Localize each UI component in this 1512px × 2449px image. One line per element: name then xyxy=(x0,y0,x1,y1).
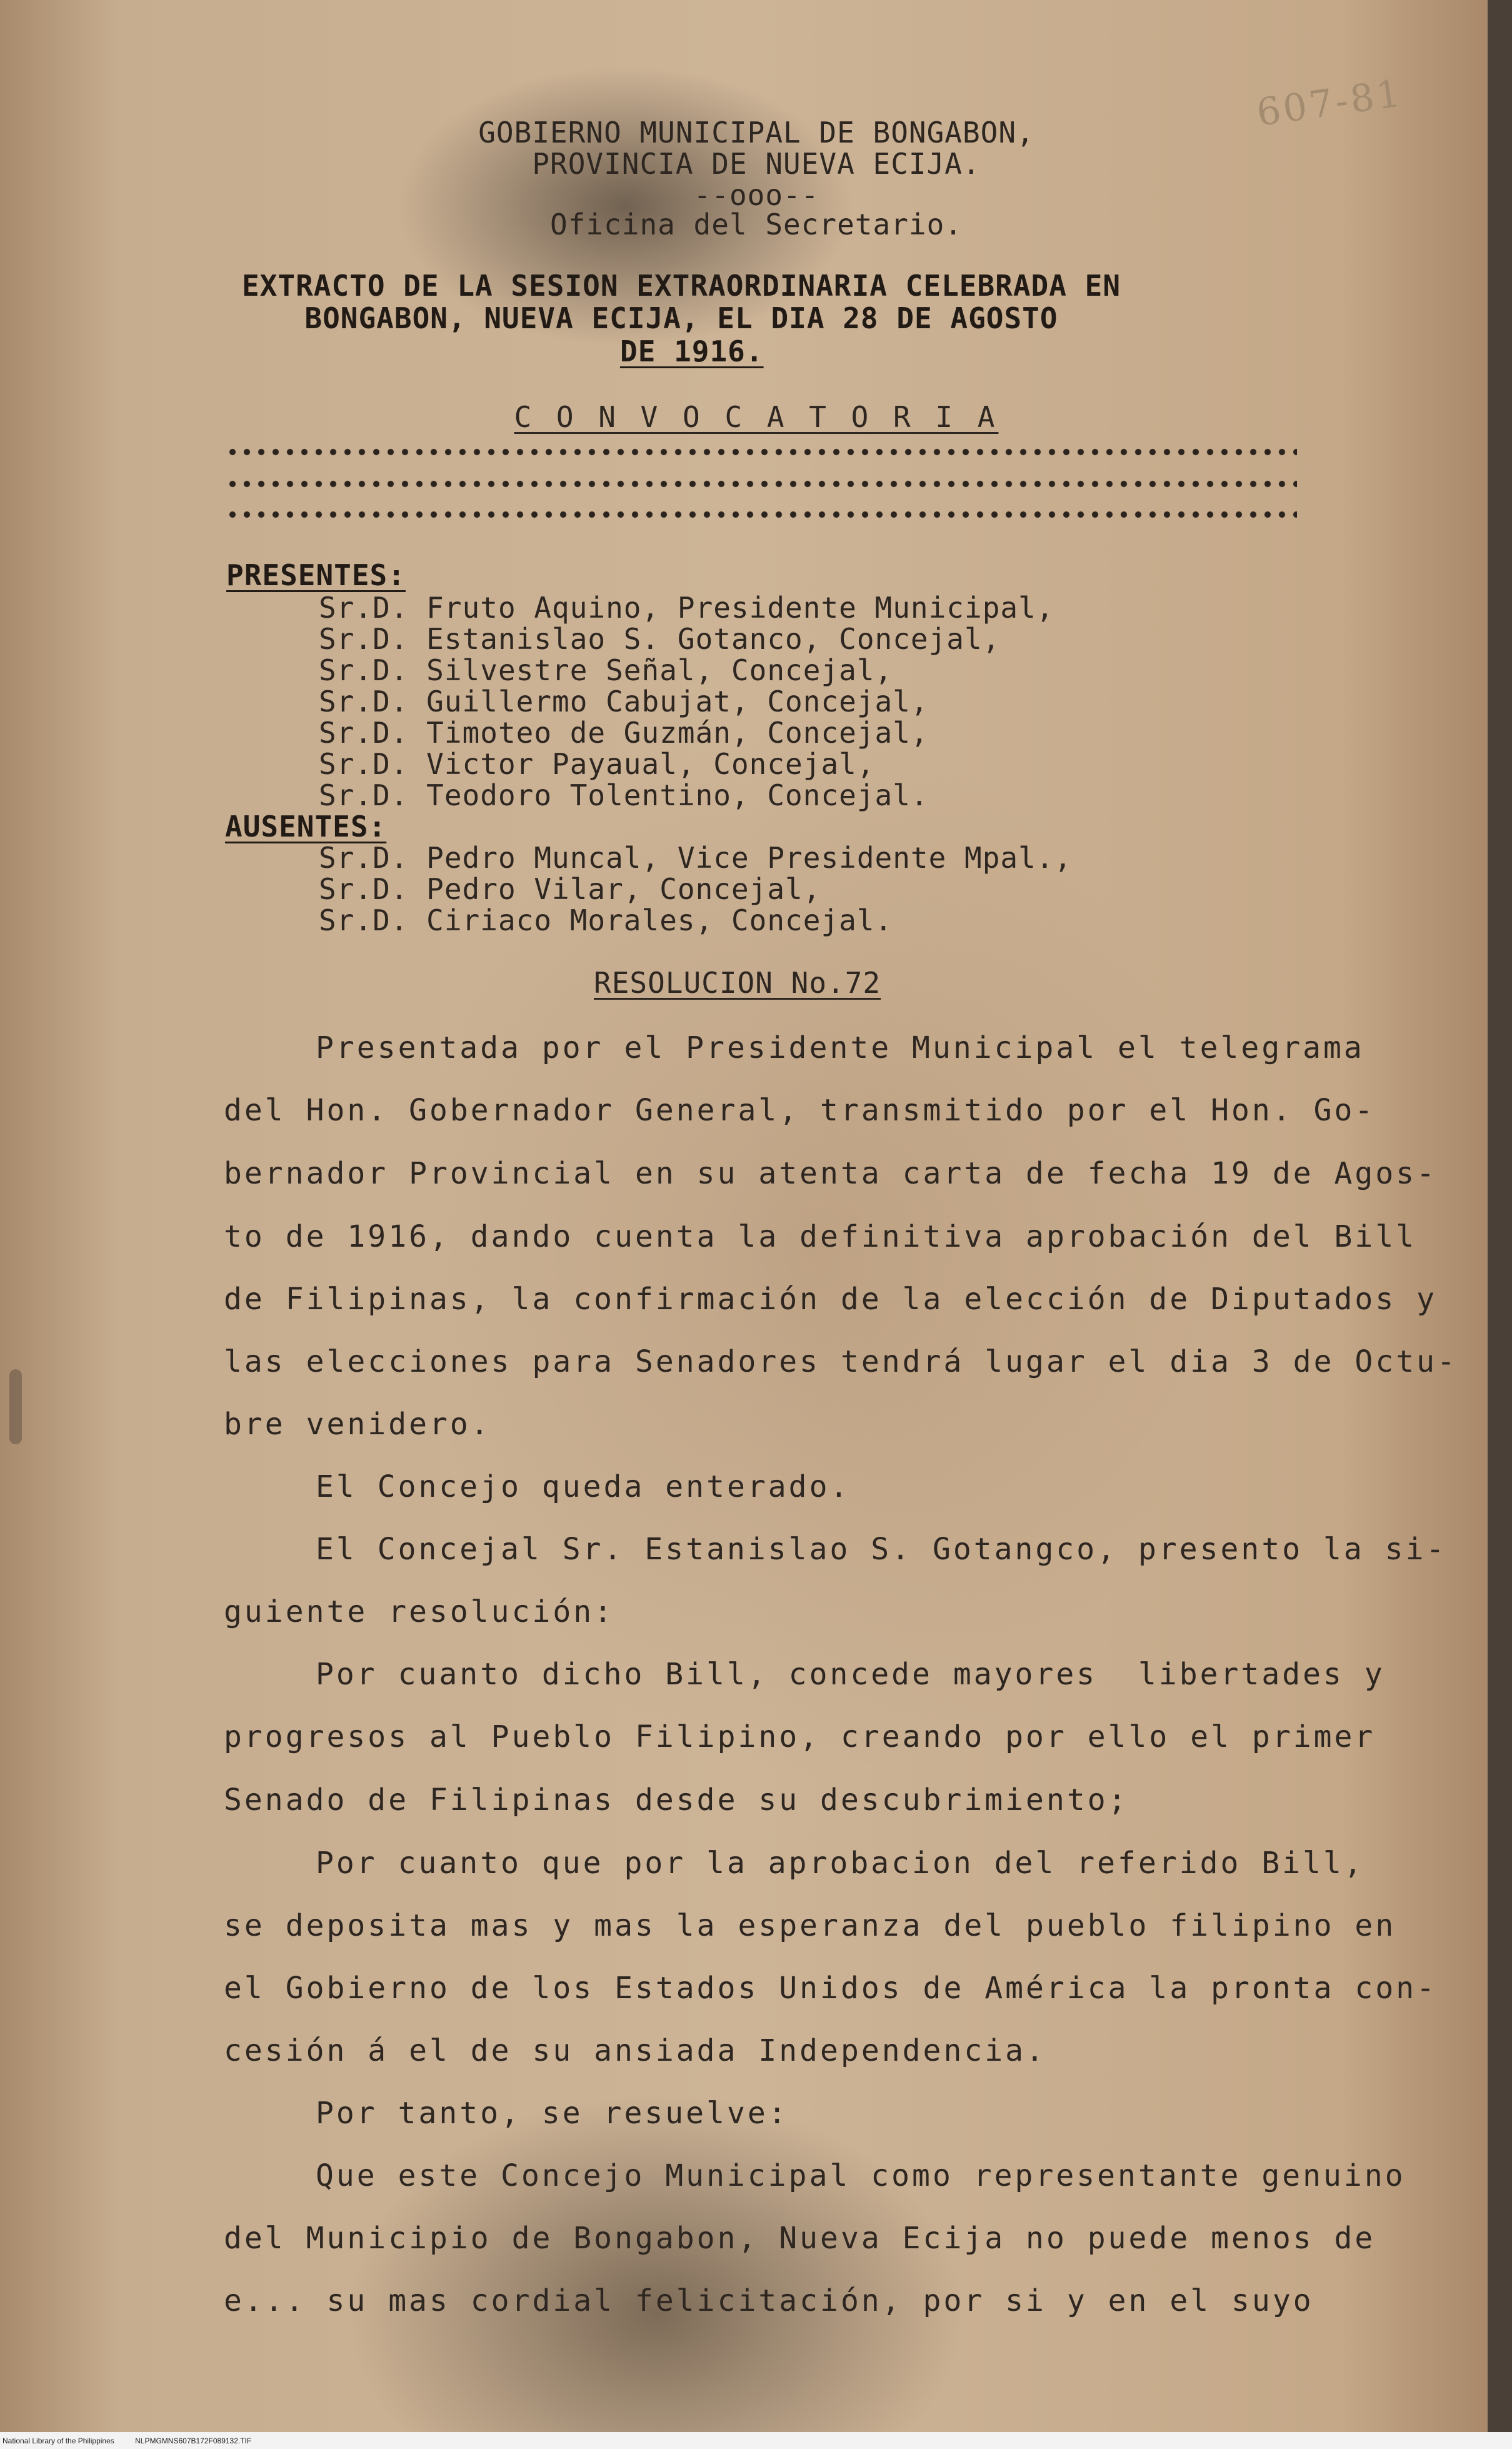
title-line-2: BONGABON, NUEVA ECIJA, EL DIA 28 DE AGOSTO xyxy=(304,301,1058,335)
header-line-4: Oficina del Secretario. xyxy=(550,208,963,241)
body-line: Por cuanto dicho Bill, concede mayores libertades y xyxy=(316,1657,1385,1692)
ausentes-label: AUSENTES: xyxy=(225,810,387,843)
body-line: Por cuanto que por la aprobacion del referido Bill, xyxy=(316,1846,1364,1881)
body-line: progresos al Pueblo Filipino, creando por ello el primer xyxy=(224,1719,1376,1754)
ausente-item: Sr.D. Ciriaco Morales, Concejal. xyxy=(319,903,893,937)
body-line: bernador Provincial en su atenta carta de fecha 19 de Agos- xyxy=(224,1156,1438,1191)
convocatoria-heading: C O N V O C A T O R I A xyxy=(514,400,999,434)
dotted-rule-1 xyxy=(228,448,1297,456)
dotted-rule-2 xyxy=(228,480,1297,488)
body-line: cesión á el de su ansiada Independencia. xyxy=(224,2033,1046,2068)
dotted-rule-3 xyxy=(228,510,1297,519)
presente-item: Sr.D. Fruto Aquino, Presidente Municipal, xyxy=(319,591,1054,625)
scan-library-label: National Library of the Philippines xyxy=(3,2436,114,2445)
body-line: guiente resolución: xyxy=(224,1594,615,1629)
presente-item: Sr.D. Victor Payaual, Concejal, xyxy=(319,747,875,781)
presentes-label: PRESENTES: xyxy=(226,558,406,592)
body-line: El Concejo queda enterado. xyxy=(316,1469,851,1504)
body-line: Presentada por el Presidente Municipal el telegrama xyxy=(316,1030,1364,1065)
body-line: bre venidero. xyxy=(224,1407,491,1442)
scan-file-label: NLPMGMNS607B172F089132.TIF xyxy=(135,2436,252,2445)
body-line: to de 1916, dando cuenta la definitiva aprobación del Bill xyxy=(224,1219,1417,1254)
body-line: del Municipio de Bongabon, Nueva Ecija no puede menos de xyxy=(224,2221,1376,2256)
presente-item: Sr.D. Teodoro Tolentino, Concejal. xyxy=(319,778,929,812)
body-line: Senado de Filipinas desde su descubrimiento; xyxy=(224,1783,1129,1818)
ausente-item: Sr.D. Pedro Vilar, Concejal, xyxy=(319,872,821,906)
header-line-3: --ooo-- xyxy=(693,178,819,212)
title-line-3: DE 1916. xyxy=(620,334,764,368)
header-line-2: PROVINCIA DE NUEVA ECIJA. xyxy=(532,147,981,181)
body-line: El Concejal Sr. Estanislao S. Gotangco, presento la si- xyxy=(316,1532,1447,1567)
body-line: Que este Concejo Municipal como representante genuino xyxy=(316,2158,1406,2193)
handwritten-reference-note: 607-81 xyxy=(1254,71,1406,136)
resolucion-heading: RESOLUCION No.72 xyxy=(594,966,881,1000)
body-line: del Hon. Gobernador General, transmitido por el Hon. Go- xyxy=(224,1093,1376,1128)
title-line-1: EXTRACTO DE LA SESION EXTRAORDINARIA CELEBRADA EN xyxy=(241,269,1121,303)
presente-item: Sr.D. Timoteo de Guzmán, Concejal, xyxy=(319,716,929,750)
ausente-item: Sr.D. Pedro Muncal, Vice Presidente Mpal., xyxy=(319,841,1073,875)
body-line: se deposita mas y mas la esperanza del pueblo filipino en xyxy=(224,1908,1396,1943)
body-line: el Gobierno de los Estados Unidos de América la pronta con- xyxy=(224,1971,1438,2006)
scan-footer xyxy=(3,2436,251,2445)
body-line: e... su mas cordial felicitación, por si y en el suyo xyxy=(224,2283,1314,2318)
presente-item: Sr.D. Silvestre Señal, Concejal, xyxy=(319,653,893,687)
body-line: las elecciones para Senadores tendrá lugar el dia 3 de Octu- xyxy=(224,1344,1458,1379)
header-line-1: GOBIERNO MUNICIPAL DE BONGABON, xyxy=(478,116,1034,149)
presente-item: Sr.D. Estanislao S. Gotanco, Concejal, xyxy=(319,622,1001,656)
body-line: Por tanto, se resuelve: xyxy=(316,2096,789,2131)
presente-item: Sr.D. Guillermo Cabujat, Concejal, xyxy=(319,685,929,718)
ink-blot xyxy=(9,1369,22,1444)
body-line: de Filipinas, la confirmación de la elección de Diputados y xyxy=(224,1282,1438,1317)
